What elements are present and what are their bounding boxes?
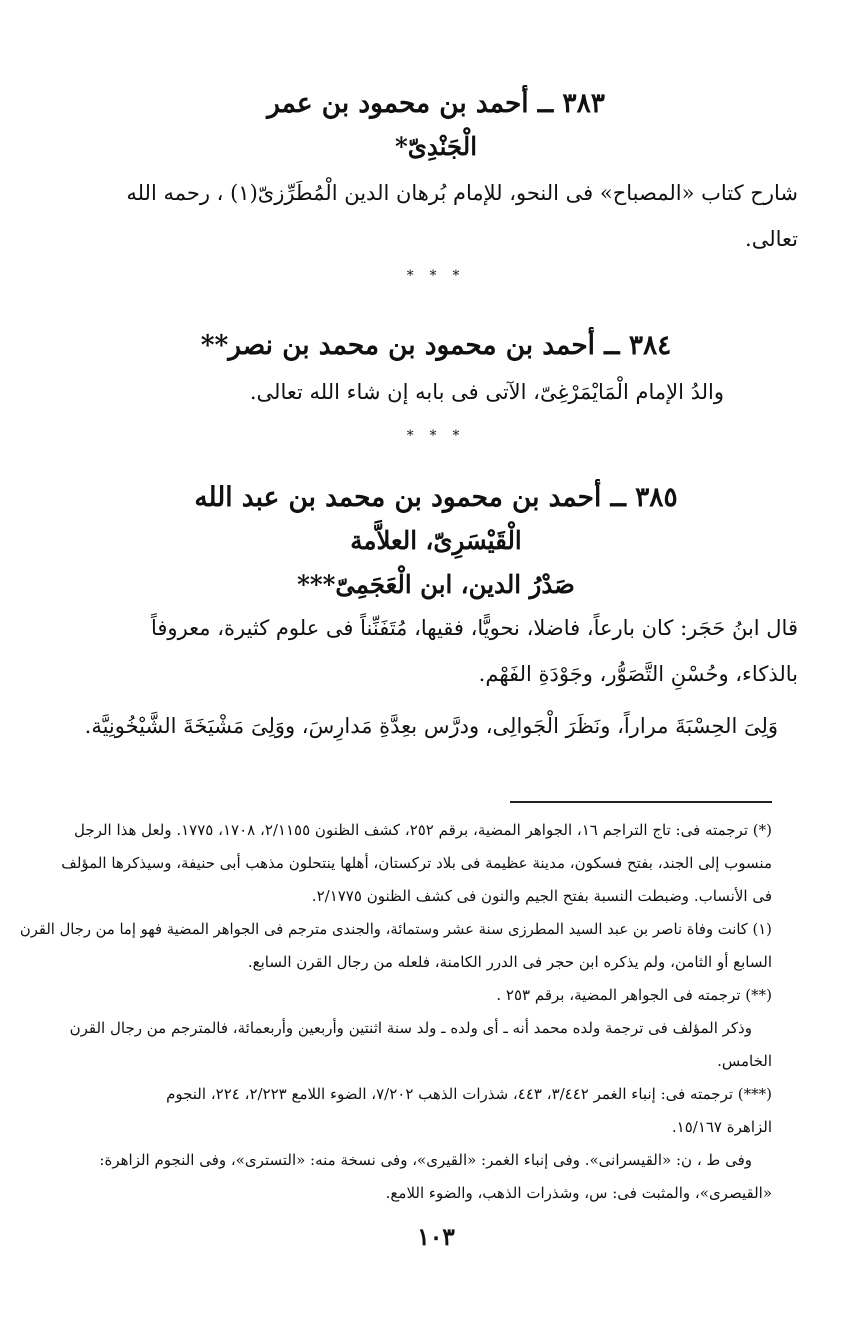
footnote-line: الخامس. — [717, 1052, 772, 1070]
footnote-line: فى الأنساب. وضبطت النسبة بفتح الجيم والنون فى كشف الظنون ٢/١٧٧٥. — [311, 887, 772, 905]
entry-385-body-line-3: وَلِىَ الحِسْبَةَ مراراً، ونَظَرَ الْجَوالِى، ودرَّس بعِدَّةِ مَدارِسَ، ووَلِىَ مَشْيَخَةَ الشَّيْخُونِيَّة. — [84, 714, 778, 738]
entry-384-heading: ٣٨٤ ــ أحمد بن محمود بن محمد بن نصر** — [200, 330, 672, 361]
footnote-line: وفى ط ، ن: «القيسرانى». وفى إنباء الغمر: «القيرى»، وفى نسخة منه: «التسترى»، وفى النجوم الزاهرة: — [99, 1151, 752, 1169]
footnote-line: منسوب إلى الجند، بفتح فسكون، مدينة عظيمة فى بلاد تركستان، أهلها ينتحلون مذهب أبى حنيفة، وسيذكرها المؤلف — [61, 854, 772, 872]
entry-384-body-line-1: والدُ الإمام الْمَايْمَرْغِىّ، الآتى فى بابه إن شاء الله تعالى. — [249, 380, 724, 404]
entry-385-body-line-2: بالذكاء، وحُسْنِ التَّصَوُّر، وجَوْدَةِ الفَهْم. — [478, 662, 798, 686]
footnote-line: وذكر المؤلف فى ترجمة ولده محمد أنه ـ أى ولده ـ ولد سنة اثنتين وأربعين وأربعمائة، فالمترجم من رجال القرن — [69, 1019, 752, 1037]
entry-385-body-line-1: قال ابنُ حَجَر: كان بارعاً، فاضلا، نحويًّا، فقيها، مُتَفَنِّناً فى علوم كثيرة، معروفاً — [150, 616, 798, 640]
entry-383-body-line-1: شارح كتاب «المصباح» فى النحو، للإمام بُرهان الدين الْمُطَرِّزىّ(١) ، رحمه الله — [126, 181, 798, 205]
separator-stars: * * * — [406, 428, 466, 444]
entry-385-heading: ٣٨٥ ــ أحمد بن محمود بن محمد بن عبد الله — [194, 482, 678, 513]
entry-385-nisba: الْقَيْسَرِىّ، العلاَّمة — [350, 526, 522, 555]
entry-385-laqab: صَدْرُ الدين، ابن الْعَجَمِىّ*** — [297, 570, 575, 599]
entry-383-nisba: الْجَنْدِىّ* — [394, 132, 478, 161]
separator-stars: * * * — [406, 268, 466, 284]
footnote-line: (*) ترجمته فى: تاج التراجم ١٦، الجواهر المضية، برقم ٢٥٢، كشف الظنون ٢/١١٥٥، ١٧٠٨، ١٧٧٥. ولعل هذا الرجل — [74, 821, 772, 839]
footnote-line: (***) ترجمته فى: إنباء الغمر ٣/٤٤٢، ٤٤٣، شذرات الذهب ٧/٢٠٢، الضوء اللامع ٢/٢٢٣، ٢٢٤، النجوم — [166, 1085, 772, 1103]
entry-383-body-line-2: تعالى. — [745, 227, 798, 251]
footnote-line: السابع أو الثامن، ولم يذكره ابن حجر فى الدرر الكامنة، فلعله من رجال القرن السابع. — [247, 953, 772, 971]
footnote-line: «القيصرى»، والمثبت فى: س، وشذرات الذهب، والضوء اللامع. — [385, 1184, 772, 1202]
footnote-line: الزاهرة ١٥/١٦٧. — [671, 1118, 772, 1136]
footnote-line: (**) ترجمته فى الجواهر المضية، برقم ٢٥٣ . — [496, 986, 772, 1004]
footnote-line: (١) كانت وفاة ناصر بن عبد السيد المطرزى سنة عشر وستمائة، والجندى مترجم فى الجواهر المضية فهو إما من رجال القرن — [20, 920, 772, 938]
page-number: ١٠٣ — [417, 1222, 455, 1251]
entry-383-heading: ٣٨٣ ــ أحمد بن محمود بن عمر — [267, 88, 605, 119]
footnote-separator-rule — [510, 801, 772, 803]
